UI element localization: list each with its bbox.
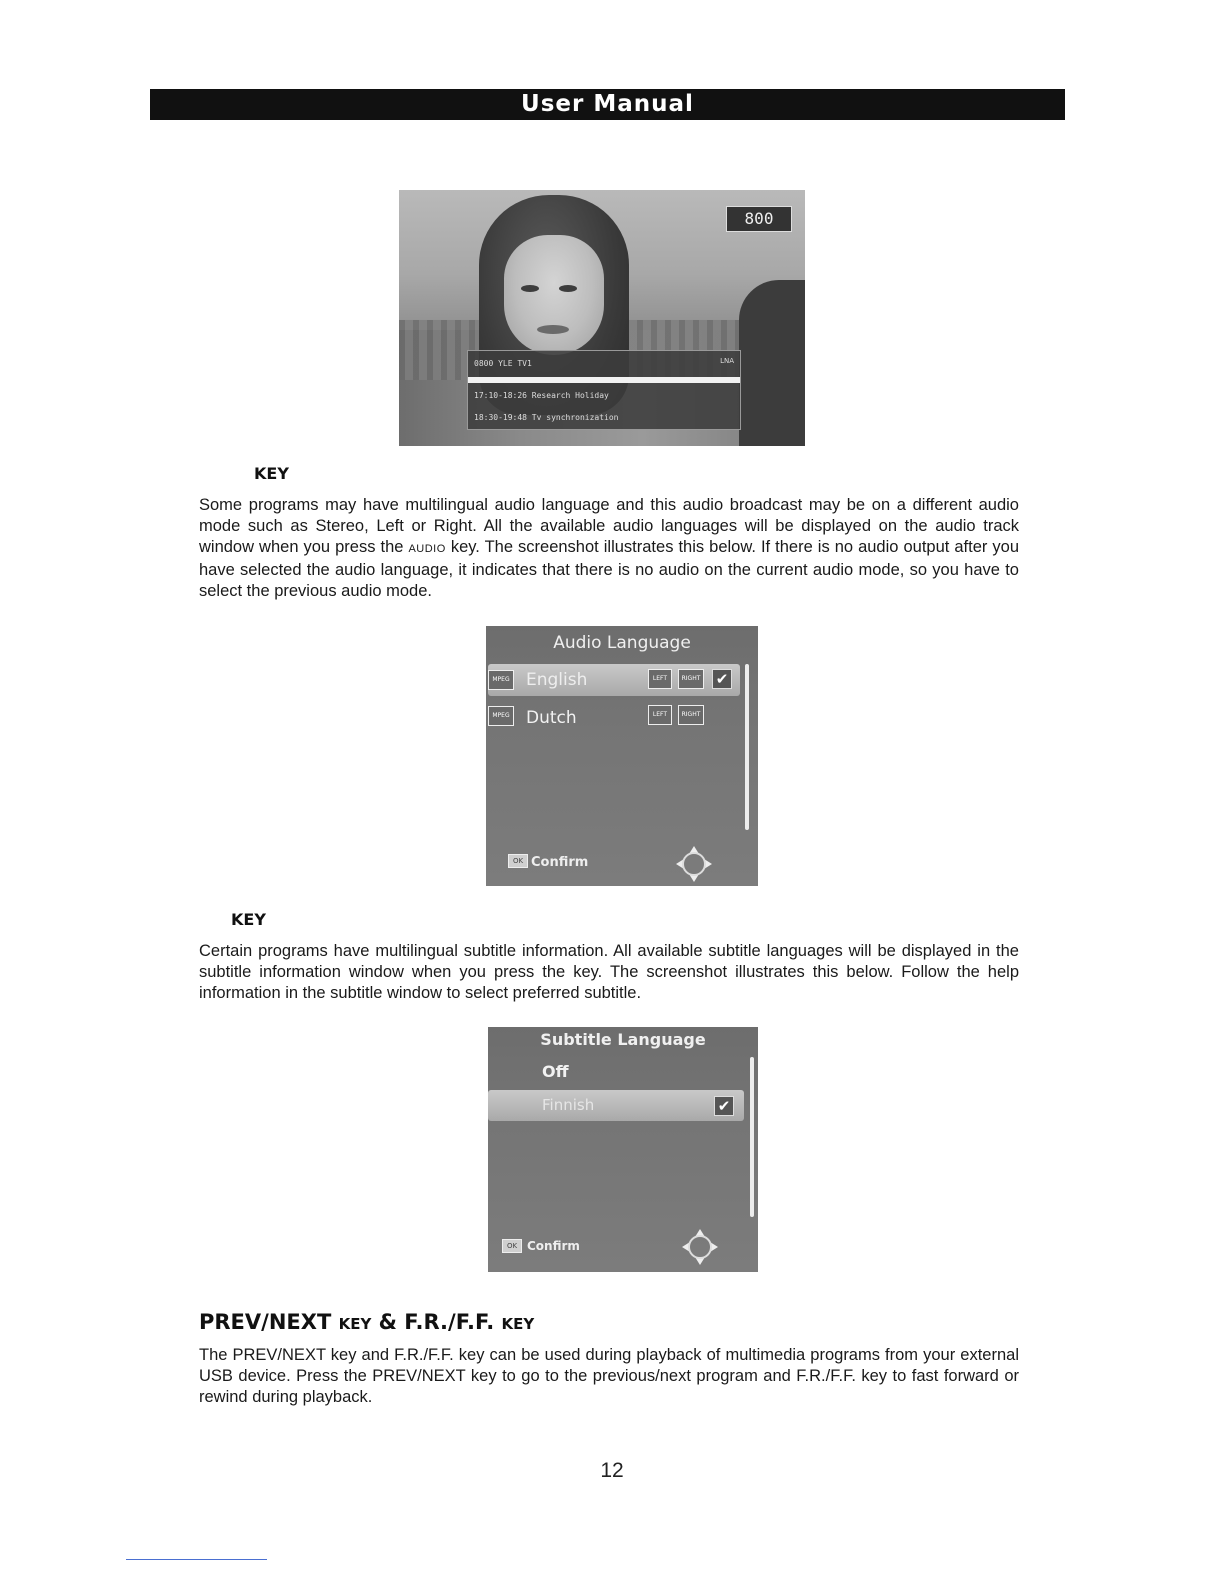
audio-item-label: English [526, 670, 588, 690]
channel-info-bar [467, 350, 741, 430]
left-channel-badge[interactable]: LEFT [648, 705, 672, 725]
confirm-hint: Confirm [531, 855, 589, 870]
audio-paragraph [199, 495, 1019, 602]
manual-header: User Manual [150, 89, 1065, 120]
subtitle-item-label: Finnish [542, 1096, 595, 1114]
info-tag: LNA [720, 357, 734, 365]
channel-line: 0800 YLE TV1 [474, 359, 532, 368]
channel-number-badge: 800 [726, 206, 792, 232]
subtitle-item-off[interactable] [488, 1057, 743, 1087]
audio-window-title: Audio Language [553, 633, 691, 653]
right-channel-badge[interactable]: RIGHT [678, 705, 704, 725]
subtitle-paragraph: Certain programs have multilingual subtitle information. All available subtitle languages will be displayed in the subtitle information window when you press the key. The screenshot illustrates this below. Follow the help information in the subtitle window to select preferred subtitle. [199, 942, 1019, 1002]
ok-key-icon: OK [502, 1239, 522, 1253]
prev-next-heading [199, 1310, 534, 1334]
mpeg-badge: MPEG [488, 706, 514, 726]
presenter-eye [559, 285, 577, 292]
event-progress-bar [468, 377, 740, 383]
audio-paragraph-part-1: Some programs may have multilingual audio language and this audio broadcast may be on a different audio mode such as Stereo, Left or Right. All the available audio languages will be displayed on the audio track window when you press the [199, 496, 1019, 556]
presenter-eye [521, 285, 539, 292]
tv-screenshot [399, 190, 805, 446]
presenter-face [504, 235, 604, 355]
page-number: 12 [600, 1459, 624, 1482]
check-icon: ✔ [714, 1096, 734, 1116]
heading-fr-ff: F.R./F.F. [404, 1310, 495, 1334]
audio-language-window [486, 626, 758, 886]
check-icon: ✔ [712, 669, 732, 689]
subtitle-scrollbar[interactable] [750, 1057, 754, 1217]
navigation-arrows-icon [674, 844, 714, 884]
right-channel-badge[interactable]: RIGHT [678, 669, 704, 689]
heading-key-1: KEY [338, 1315, 372, 1333]
audio-scrollbar[interactable] [745, 664, 749, 830]
heading-amp: & [378, 1310, 397, 1334]
presenter-mouth [537, 325, 569, 334]
subtitle-item-finnish[interactable] [488, 1090, 744, 1121]
left-channel-badge[interactable]: LEFT [648, 669, 672, 689]
footer-line [126, 1559, 267, 1560]
audio-item-label: Dutch [526, 708, 577, 728]
subtitle-key-label: KEY [231, 910, 266, 929]
mpeg-badge: MPEG [488, 670, 514, 690]
audio-item-english[interactable] [488, 664, 740, 696]
audio-paragraph-part-2: key. The screenshot illustrates this below. If there is no audio output after you have selected the audio language, it indicates that there is no audio on the current audio mode, so you have to select the previous audio mode. [199, 538, 1019, 600]
heading-key-2: KEY [501, 1315, 535, 1333]
ok-key-icon: OK [508, 854, 528, 868]
audio-key-label: KEY [254, 464, 289, 483]
subtitle-item-label: Off [542, 1062, 569, 1081]
event-now: 17:10-18:26 Research Holiday [474, 391, 609, 400]
subtitle-language-window [488, 1027, 758, 1272]
event-next: 18:30-19:48 Tv synchronization [474, 413, 619, 422]
navigation-arrows-icon [680, 1227, 720, 1267]
prev-next-paragraph: The PREV/NEXT key and F.R./F.F. key can be used during playback of multimedia programs from your external USB device. Press the PREV/NEXT key to go to the previous/next program and F.R./F.F. key to fast forward or rewind during playback. [199, 1346, 1019, 1406]
confirm-hint: Confirm [527, 1239, 580, 1253]
audio-item-dutch[interactable] [488, 702, 740, 734]
audio-key-word: AUDIO [408, 543, 446, 555]
heading-prev-next: PREV/NEXT [199, 1310, 332, 1334]
subtitle-window-title: Subtitle Language [540, 1030, 706, 1049]
person-shoulder [739, 280, 805, 446]
